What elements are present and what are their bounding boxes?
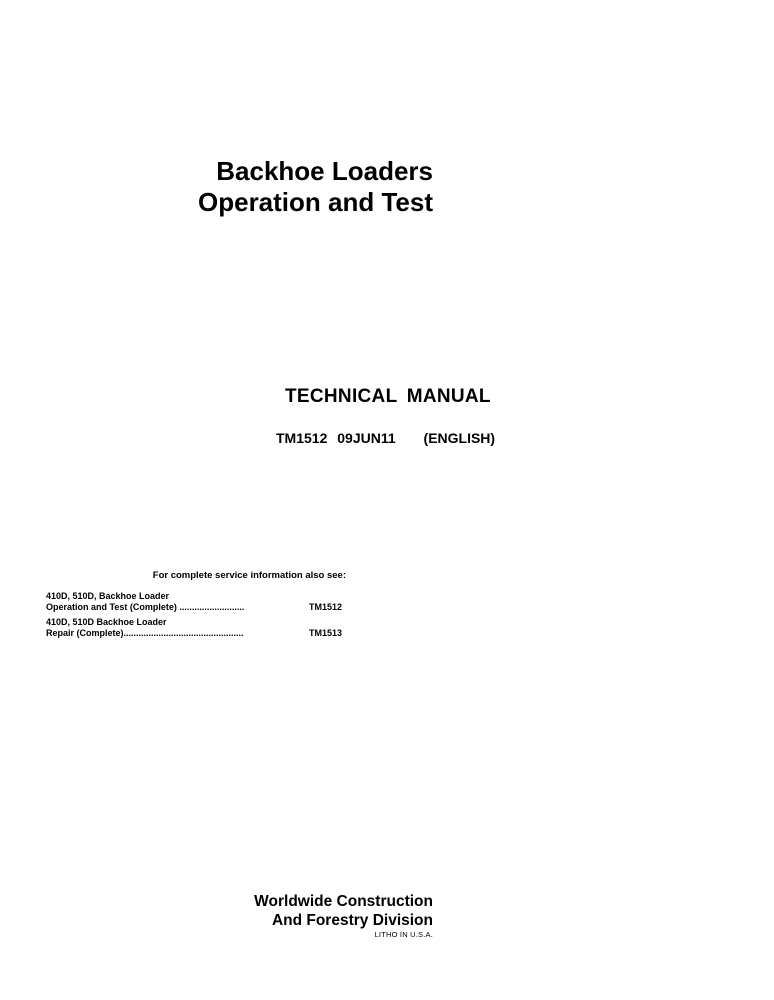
reference-title: 410D, 510D, Backhoe Loader: [46, 591, 170, 601]
reference-entry: [46, 617, 346, 639]
manual-type-heading: TECHNICAL MANUAL: [285, 386, 491, 407]
title-line-2: Operation and Test: [198, 187, 433, 217]
division-line-1: Worldwide Construction: [254, 893, 433, 910]
reference-code: TM1512: [308, 602, 342, 612]
manual-date: 09JUN11: [337, 430, 396, 446]
manual-number: TM1512: [276, 430, 328, 446]
manual-identifier: [276, 430, 495, 446]
division-footer: [254, 892, 433, 940]
see-also-section: [46, 570, 346, 643]
reference-entry: [46, 591, 346, 613]
see-also-heading: For complete service information also see:: [152, 570, 346, 581]
manual-title: [198, 156, 433, 218]
reference-subtitle: Repair (Complete)................................................: [46, 628, 244, 638]
reference-code: TM1513: [308, 628, 342, 638]
title-line-1: Backhoe Loaders: [216, 156, 433, 186]
reference-title: 410D, 510D Backhoe Loader: [46, 617, 167, 627]
reference-subtitle: Operation and Test (Complete) ..........................: [46, 602, 245, 612]
litho-notice: LITHO IN U.S.A.: [374, 930, 433, 939]
division-line-2: And Forestry Division: [271, 912, 433, 929]
manual-language: (ENGLISH): [423, 430, 496, 446]
